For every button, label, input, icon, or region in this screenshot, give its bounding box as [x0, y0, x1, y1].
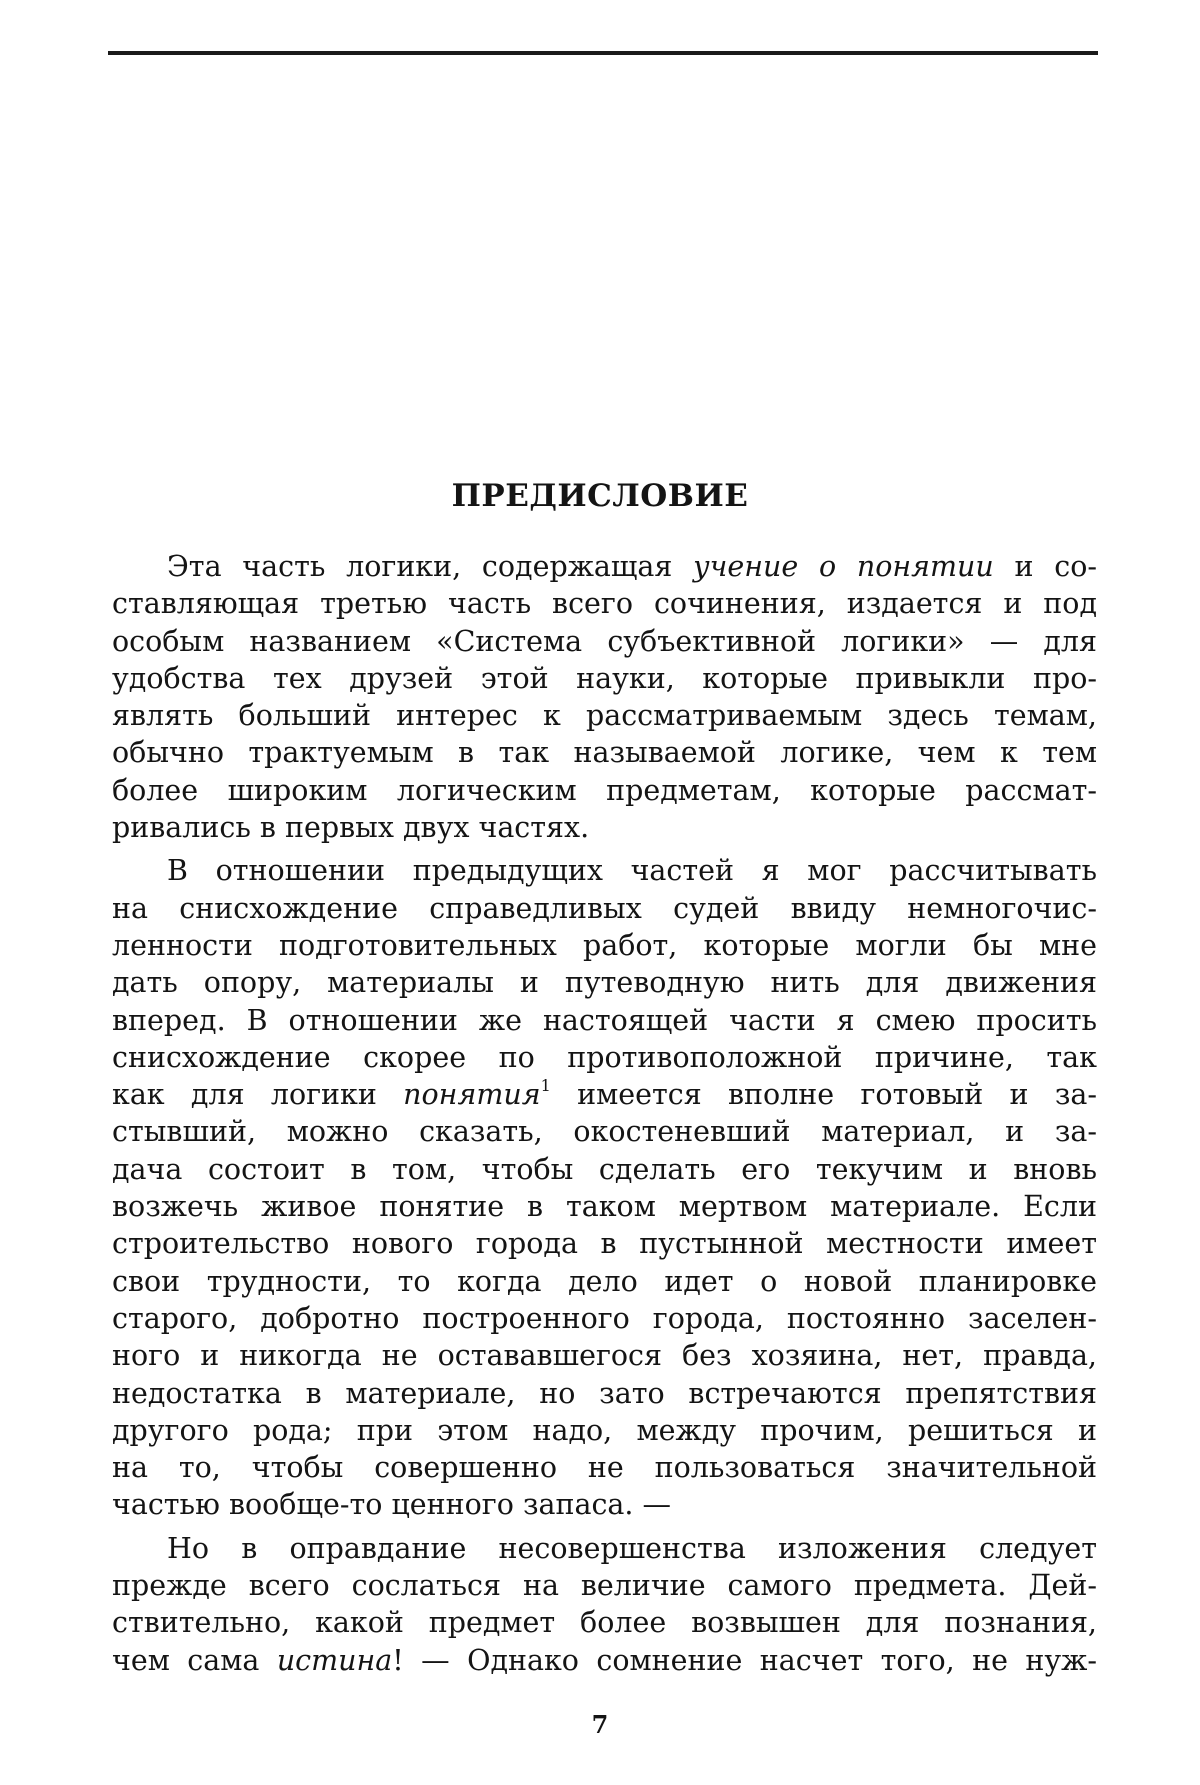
text-line	[112, 1300, 1097, 1337]
text-line	[112, 1188, 1097, 1225]
text-run: прежде всего сослаться на величие самого предмета. Дей-	[112, 1569, 1097, 1603]
text-line	[112, 697, 1097, 734]
text-line	[112, 548, 1097, 585]
text-line	[112, 1225, 1097, 1262]
text-line	[112, 772, 1097, 809]
text-line	[112, 1642, 1097, 1679]
text-line	[112, 1486, 1097, 1523]
text-run: строительство нового города в пустынной местности имеет	[112, 1227, 1097, 1261]
text-run: имеется вполне готовый и за-	[550, 1078, 1097, 1112]
text-line	[112, 623, 1097, 660]
text-line	[112, 1002, 1097, 1039]
text-run: ленности подготовительных работ, которые могли бы мне	[112, 928, 1097, 962]
text-run: дача состоит в том, чтобы сделать его текучим и вновь	[112, 1152, 1097, 1186]
text-run: недостатка в материале, но зато встречаются препятствия	[112, 1376, 1097, 1410]
text-line	[112, 964, 1097, 1001]
text-line	[112, 1151, 1097, 1188]
text-line	[112, 809, 1097, 846]
text-run: удобства тех друзей этой науки, которые привыкли про-	[112, 661, 1097, 695]
text-line	[112, 734, 1097, 771]
text-run: и со-	[993, 550, 1097, 583]
text-run: особым названием «Система субъективной логики» — для	[112, 624, 1097, 658]
text-run: ствительно, какой предмет более возвышен для познания,	[112, 1606, 1097, 1640]
text-run: В отношении предыдущих частей я мог рассчитывать	[167, 854, 1097, 888]
text-line	[112, 1337, 1097, 1374]
text-run: другого рода; при этом надо, между прочим, решиться и	[112, 1413, 1097, 1447]
text-line	[112, 890, 1097, 927]
text-run: ! — Однако сомнение насчет того, не нуж-	[392, 1643, 1098, 1677]
text-line	[112, 1263, 1097, 1300]
text-run: как для логики	[112, 1078, 404, 1112]
text-run: возжечь живое понятие в таком мертвом материале. Если	[112, 1190, 1097, 1224]
text-run: частью вообще-то ценного запаса. —	[112, 1488, 672, 1522]
top-rule	[108, 51, 1098, 55]
text-line	[112, 1604, 1097, 1641]
page-title: ПРЕДИСЛОВИЕ	[451, 478, 749, 514]
text-run: ного и никогда не остававшегося без хозяина, нет, правда,	[112, 1339, 1097, 1373]
italic-term: учение о понятии	[693, 550, 994, 583]
footnote-mark: 1	[540, 1076, 551, 1096]
text-line	[112, 660, 1097, 697]
text-line	[112, 1449, 1097, 1486]
body-text	[112, 548, 1097, 1679]
text-line	[112, 585, 1097, 622]
text-run: чем сама	[112, 1643, 277, 1677]
text-run: на то, чтобы совершенно не пользоваться значительной	[112, 1451, 1097, 1485]
text-run: более широким логическим предметам, которые рассмат-	[112, 773, 1097, 807]
text-line	[112, 1567, 1097, 1604]
text-line	[112, 927, 1097, 964]
text-run: вперед. В отношении же настоящей части я смею просить	[112, 1003, 1097, 1037]
text-line	[112, 1375, 1097, 1412]
text-run: Эта часть логики, содержащая	[167, 550, 694, 583]
text-line	[112, 1530, 1097, 1567]
text-line	[112, 1039, 1097, 1076]
text-line	[112, 1412, 1097, 1449]
text-run: снисхождение скорее по противоположной причине, так	[112, 1040, 1097, 1074]
text-run: являть больший интерес к рассматриваемым здесь темам,	[112, 699, 1097, 733]
text-line	[112, 852, 1097, 889]
text-line	[112, 1113, 1097, 1150]
text-run: свои трудности, то когда дело идет о новой планировке	[112, 1264, 1097, 1298]
text-run: ривались в первых двух частях.	[112, 811, 590, 845]
italic-term: истина	[276, 1643, 393, 1677]
text-run: Но в оправдание несовершенства изложения следует	[167, 1531, 1097, 1565]
text-run: обычно трактуемым в так называемой логике, чем к тем	[112, 736, 1097, 770]
italic-term: понятия	[403, 1078, 541, 1112]
text-line	[112, 1076, 1097, 1113]
page-number: 7	[591, 1710, 609, 1739]
text-run: на снисхождение справедливых судей ввиду немногочис-	[112, 891, 1097, 925]
text-run: ставляющая третью часть всего сочинения, издается и под	[112, 587, 1097, 621]
text-run: старого, добротно построенного города, постоянно заселен-	[112, 1301, 1097, 1335]
text-run: дать опору, материалы и путеводную нить для движения	[112, 966, 1097, 1000]
text-run: стывший, можно сказать, окостеневший материал, и за-	[112, 1115, 1097, 1149]
